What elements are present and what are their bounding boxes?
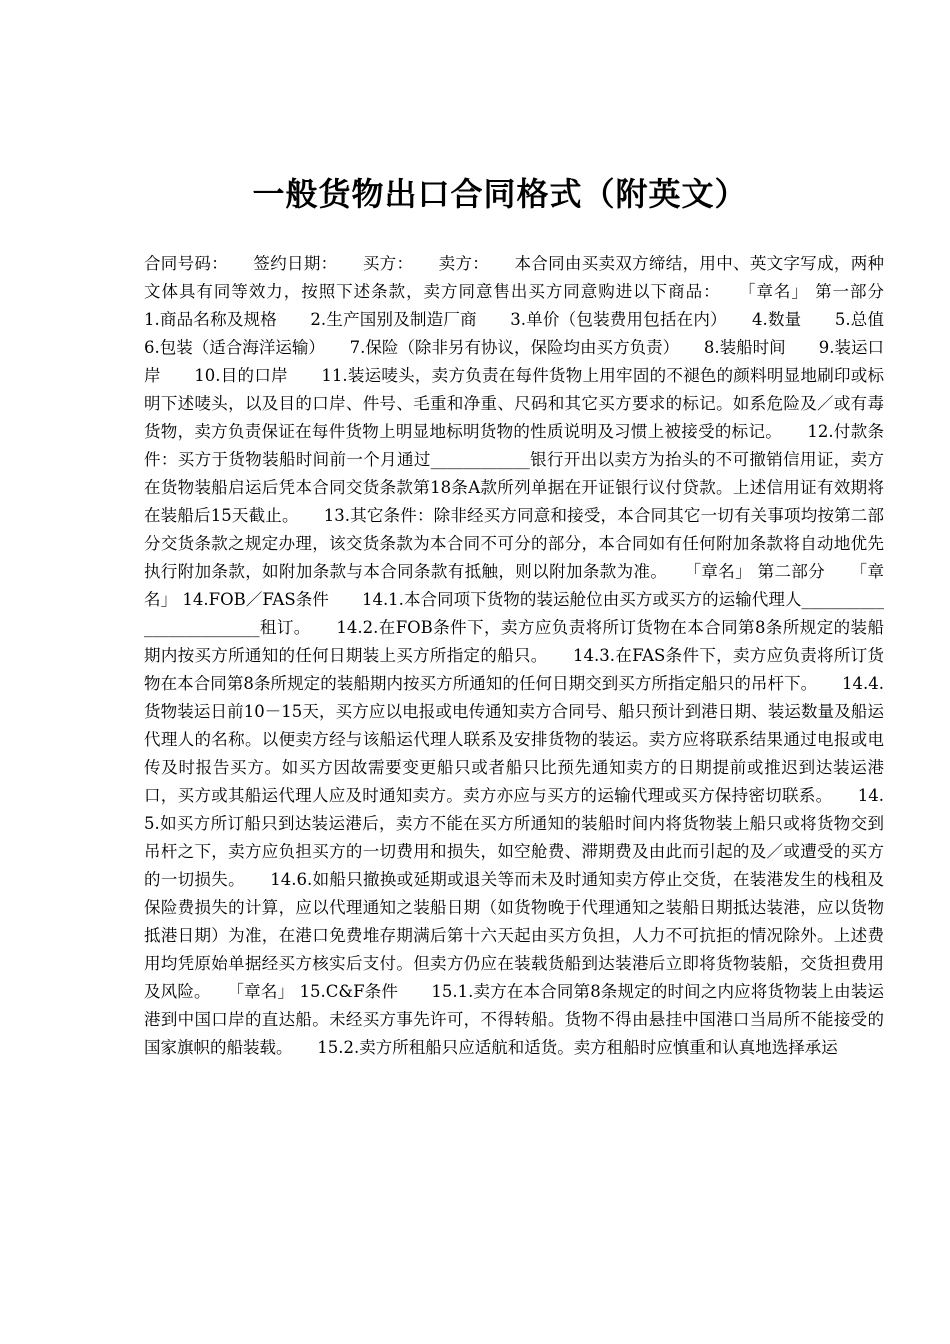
- document-title: 一般货物出口合同格式（附英文）: [252, 175, 748, 213]
- contract-body-text: 合同号码： 签约日期： 买方： 卖方： 本合同由买卖双方缔结，用中、英文字写成，两种文体具有同等效力，按照下述条款，卖方同意售出买方同意购进以下商品： 「章名」 第一部分 1.商品名称及规格 2.生产国别及制造厂商 3.单价（包装费用包括在内） 4.数量 5.总值 6.包装（适合海洋运输） 7.保险（除非另有协议，保险均由买方负责） 8.装船时间 9.装运口岸 10.目的口岸 11.装运唛头，卖方负责在每件货物上用牢固的不褪色的颜料明显地刷印或标明下述唛头，以及目的口岸、件号、毛重和净重、尺码和其它买方要求的标记。如系危险及／或有毒货物，卖方负责保证在每件货物上明显地标明货物的性质说明及习惯上被接受的标记。 12.付款条件：买方于货物装船时间前一个月通过____________银行开出以卖方为抬头的不可撤销信用证，卖方在货物装船启运后凭本合同交货条款第18条A款所列单据在开证银行议付贷款。上述信用证有效期将在装船后15天截止。 13.其它条件：除非经买方同意和接受，本合同其它一切有关事项均按第二部分交货条款之规定办理，该交货条款为本合同不可分的部分，本合同如有任何附加条款将自动地优先执行附加条款，如附加条款与本合同条款有抵触，则以附加条款为准。 「章名」 第二部分 「章名」 14.FOB／FAS条件 14.1.本合同项下货物的装运舱位由买方或买方的运输代理人________________________租订。 14.2.在FOB条件下，卖方应负责将所订货物在本合同第8条所规定的装船期内按买方所通知的任何日期装上买方所指定的船只。 14.3.在FAS条件下，卖方应负责将所订货物在本合同第8条所规定的装船期内按买方所通知的任何日期交到买方所指定船只的吊杆下。 14.4.货物装运日前10－15天，买方应以电报或电传通知卖方合同号、船只预计到港日期、装运数量及船运代理人的名称。以便卖方经与该船运代理人联系及安排货物的装运。卖方应将联系结果通过电报或电传及时报告买方。如买方因故需要变更船只或者船只比预先通知卖方的日期提前或推迟到达装运港口，买方或其船运代理人应及时通知卖方。卖方亦应与买方的运输代理或买方保持密切联系。 14.5.如买方所订船只到达装运港后，卖方不能在买方所通知的装船时间内将货物装上船只或将货物交到吊杆之下，卖方应负担买方的一切费用和损失，如空舱费、滞期费及由此而引起的及／或遭受的买方的一切损失。 14.6.如船只撤换或延期或退关等而未及时通知卖方停止交货，在装港发生的栈租及保险费损失的计算，应以代理通知之装船日期（如货物晚于代理通知之装船日期抵达装港，应以货物抵港日期）为准，在港口免费堆存期满后第十六天起由买方负担，人力不可抗拒的情况除外。上述费用均凭原始单据经买方核实后支付。但卖方仍应在装载货船到达装港后立即将货物装船，交货担费用及风险。 「章名」 15.C&F条件 15.1.卖方在本合同第8条规定的时间之内应将货物装上由装运港到中国口岸的直达船。未经买方事先许可，不得转船。货物不得由悬挂中国港口当局所不能接受的国家旗帜的船装载。 15.2.卖方所租船只应适航和适货。卖方租船时应慎重和认真地选择承运: [144, 254, 917, 1057]
